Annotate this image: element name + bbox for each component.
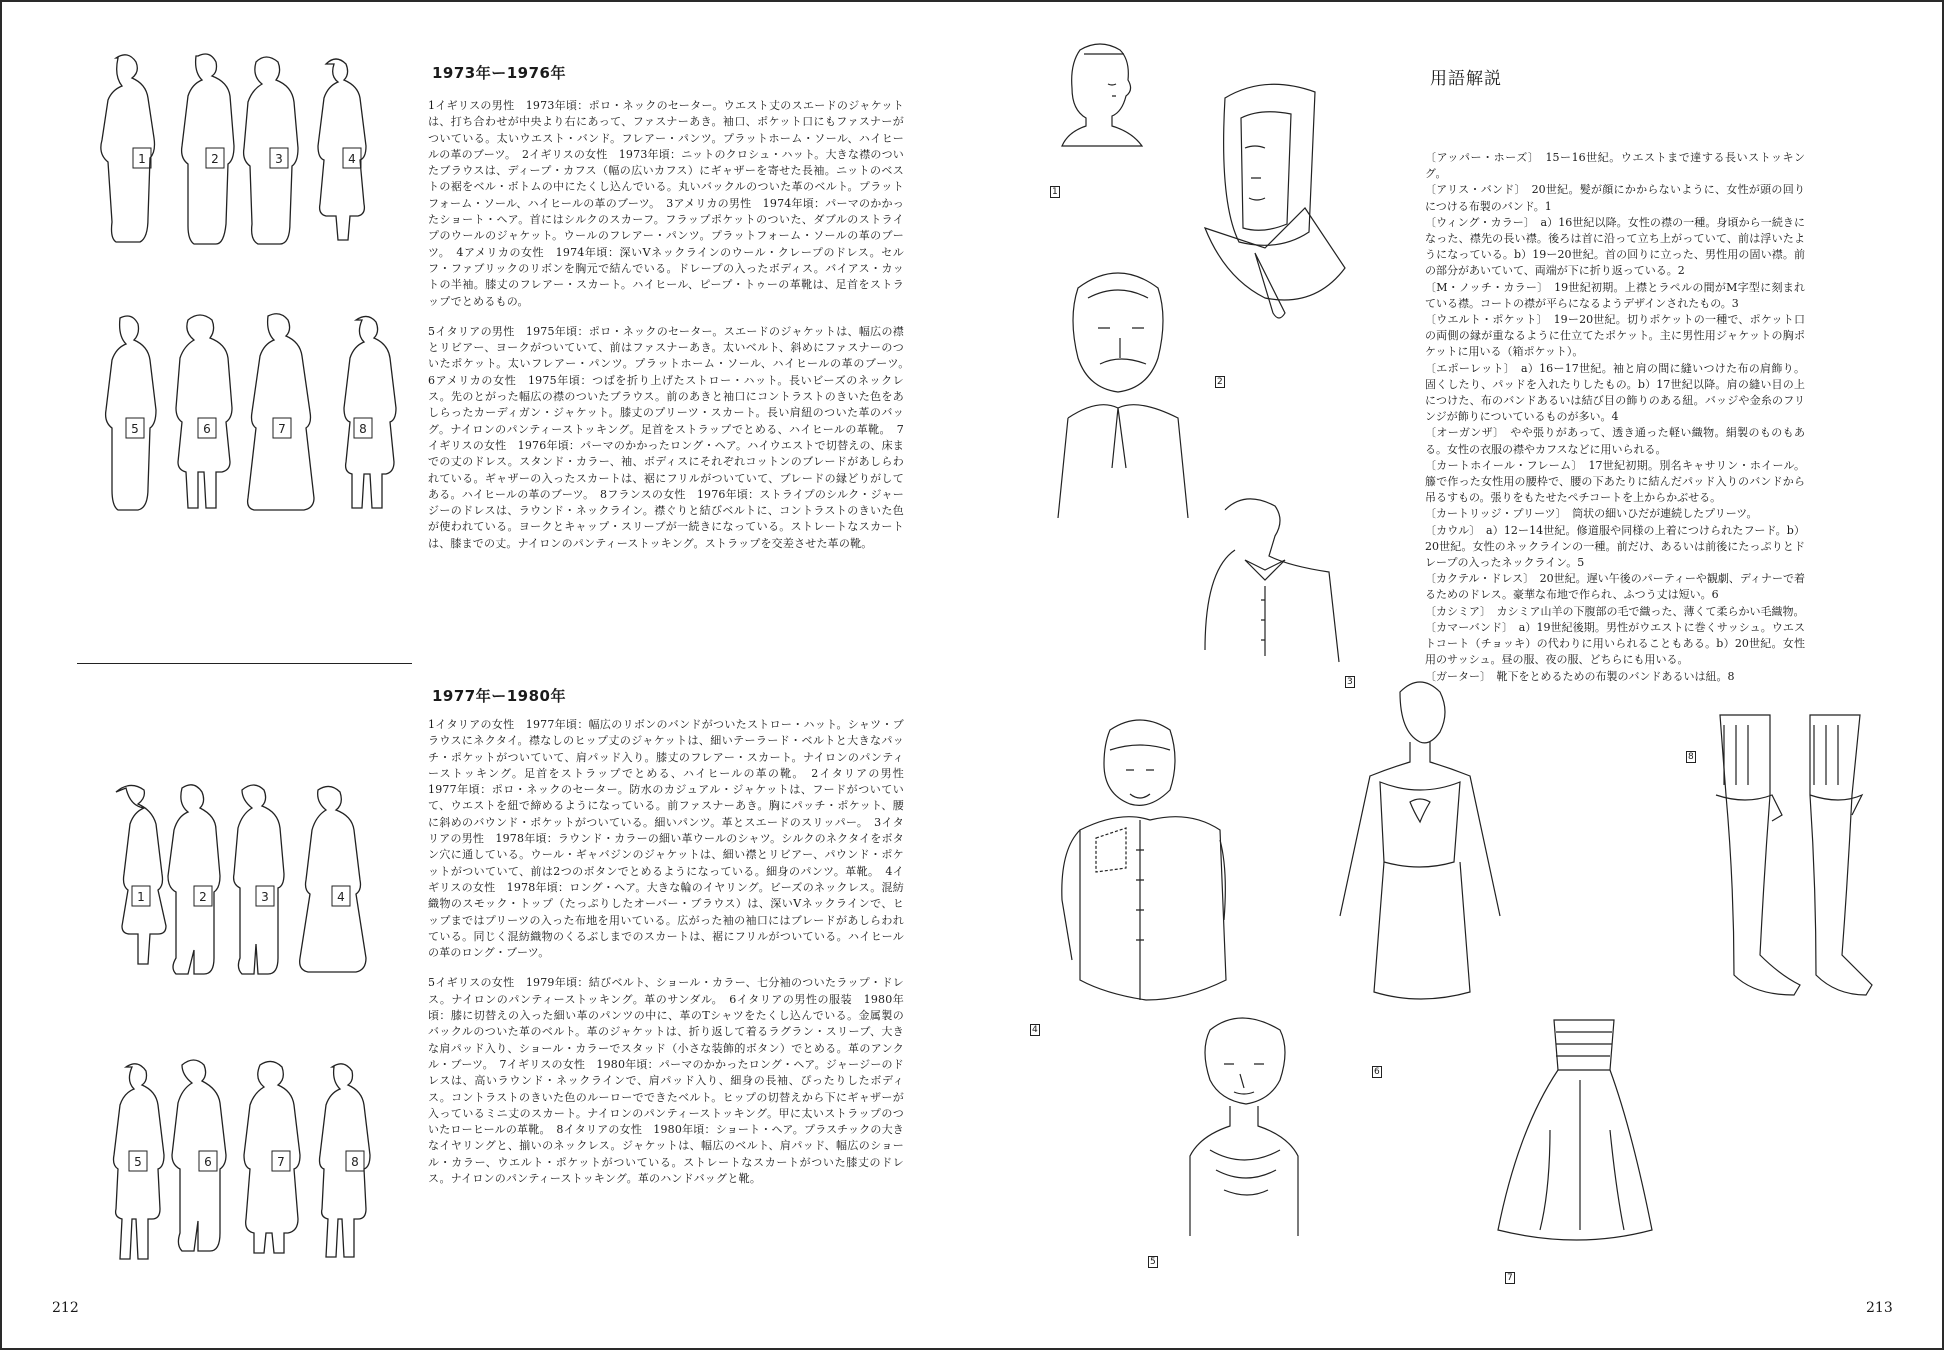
section-title-1973: 1973年ー1976年 xyxy=(432,64,566,82)
silhouette-number: 2 xyxy=(199,890,207,904)
silhouette-number: 4 xyxy=(348,152,356,166)
figure-label: 3 xyxy=(1347,677,1353,687)
figure-label: 1 xyxy=(1052,187,1058,197)
paragraph: 5イギリスの女性 1979年頃：結びベルト、ショール・カラー、七分袖のついたラップ・ドレス。ナイロンのパンティーストッキング。革のサンダル。 6イタリアの男性の服装 1980年頃：膝に切替えの入った細い革のパンツの中に、革のTシャツをたくし込んでいる。金属製のバックルのついた革のベルト。革のジャケットは、折り返して着るラグラン・スリーブ、大きな肩パッド入り、ショール・カラーでスタッド（小さな装飾的ボタン）でとめる。革のアンクル・ブーツ。 7イギリスの女性 1980年頃：パーマのかかったロング・ヘア。ジャージーのドレスは、高いラウンド・ネックラインで、肩パッド入り、細身の長袖、ぴったりしたボディス。コントラストのきいた色のルーローでできたベルト。ヒップの切替えから下にギャザーが入っているミニ丈のスカート。ナイロンのパンティーストッキング。甲に太いストラップのついたローヒールの革靴。 8イタリアの女性 1980年頃：ショート・ヘア。プラスチックの大きなイヤリングと、揃いのネックレス。ジャケットは、幅広のベルト、肩パッド、幅広のショール・カラー、ウエルト・ポケットがついている。ストレートなスカートがついた膝丈のドレス。ナイロンのパンティーストッキング。革のハンドバッグと靴。 xyxy=(428,976,904,1186)
sketch-alice-band xyxy=(1050,40,1160,160)
silhouette-number: 5 xyxy=(131,422,139,436)
silhouette-number: 6 xyxy=(203,422,211,436)
sketch-cowl xyxy=(1180,1010,1310,1240)
fashion-silhouettes-1977 xyxy=(96,780,416,990)
silhouette-row-4 xyxy=(96,1055,416,1270)
section-title-1977: 1977年ー1980年 xyxy=(432,687,566,705)
fashion-silhouettes-1973 xyxy=(88,48,388,248)
glossary-entry: 〔エポーレット〕 a）16ー17世紀。袖と肩の間に縫いつけた布の肩飾り。固くしたり、パッドを入れたりしたもの。b）17世紀以降。肩の縫い目の上につけた、布のバンドあるいは結び目の飾りのある紐。バッジや金糸のフリンジが飾りについているものが多い。4 xyxy=(1425,361,1805,424)
glossary-entry: 〔カウル〕 a）12ー14世紀。修道服や同様の上着につけられたフード。b）20世紀。女性のネックラインの一種。前だけ、あるいは前後にたっぷりとドレープの入ったネックライン。5 xyxy=(1425,523,1805,570)
sketch-m-notch-collar xyxy=(1048,258,1198,528)
page-number: 212 xyxy=(52,1300,79,1316)
silhouette-number: 5 xyxy=(134,1155,142,1169)
glossary-entry: 〔ウエルト・ポケット〕 19ー20世紀。切りポケットの一種で、ポケット口の両側の縁が重なるように仕立てたポケット。主に男性用ジャケットの胸ポケットに用いる（箱ポケット）。 xyxy=(1425,313,1805,359)
glossary-entry: 〔アッパー・ホーズ〕 15ー16世紀。ウエストまで達する長いストッキング。 xyxy=(1425,151,1805,181)
paragraph: 1イギリスの男性 1973年頃：ポロ・ネックのセーター。ウエスト丈のスエードのジャケットは、打ち合わせが中央より右にあって、ファスナーあき。袖口、ポケット口にもファスナーがついている。太いウエスト・バンド。フレアー・パンツ。プラットホーム・ソール、ハイヒールの革のブーツ。 2イギリスの女性 1973年頃：ニットのクロシュ・ハット。大きな襟のついたブラウスは、ディープ・カフス（幅の広いカフス）にギャザーを寄せた長袖。ニットのベストの裾をベル・ボトムの中にたくし込んでいる。丸いバックルのついた革のベルト。プラットフォーム・ソール、ハイヒールの革のブーツ。 3アメリカの男性 1974年頃：パーマのかかったショート・ヘア。首にはシルクのスカーフ。フラップポケットのついた、ダブルのストライプのウールのジャケット。ウールのフレアー・パンツ。プラットフォーム・ソールの革のブーツ。 4アメリカの女性 1974年頃：深いVネックラインのウール・クレープのドレス。セルフ・ファブリックのリボンを胸元で結んでいる。ドレープの入ったボディス。バイアス・カットの半袖。膝丈のフレアー・スカート。ハイヒール、ピープ・トゥーの革靴は、足首をストラップでとめるもの。 xyxy=(428,99,904,308)
glossary-entry: 〔アリス・バンド〕 20世紀。髪が顔にかからないように、女性が頭の回りにつける布製のバンド。1 xyxy=(1425,183,1805,213)
silhouette-number: 8 xyxy=(351,1155,359,1169)
sketch-cravat-back xyxy=(1195,490,1355,670)
glossary-entry: 〔カートリッジ・プリーツ〕 筒状の細いひだが連続したプリーツ。 xyxy=(1425,507,1758,521)
silhouette-row-1 xyxy=(88,48,388,248)
figure-label: 2 xyxy=(1217,377,1223,387)
figure-label: 5 xyxy=(1150,1257,1156,1267)
figure-label: 6 xyxy=(1374,1067,1380,1077)
fashion-silhouettes-1979 xyxy=(96,1055,416,1270)
paragraph: 1イタリアの女性 1977年頃：幅広のリボンのバンドがついたストロー・ハット。シャツ・ブラウスにネクタイ。襟なしのヒップ丈のジャケットは、細いテーラード・ベルトと大きなパッチ・ポケットがついていて、肩パッド入り。膝丈のフレアー・スカート。ナイロンのパンティーストッキング。足首をストラップでとめる、ハイヒールの革の靴。 2イタリアの男性 1977年頃：ポロ・ネックのセーター。防水のカジュアル・ジャケットは、フードがついていて、ウエストを紐で締めるようになっている。前ファスナーあき。胸にパッチ・ポケット、腰に斜めのバウンド・ポケットがついている。細いパンツ。革とスエードのスリッパー。 3イタリアの男性 1978年頃：ラウンド・カラーの細い革ウールのシャツ。シルクのネクタイをボタン穴に通している。ウール・ギャバジンのジャケットは、細い襟とリビアー、パウンド・ポケットがついていて、前は2つのボタンでとめるようになっている。細身のパンツ。革靴。 4イギリスの女性 1978年頃：ロング・ヘア。大きな輪のイヤリング。ビーズのネックレス。混紡織物のスモック・トップ（たっぷりしたオーバー・ブラウス）は、深いVネックラインで、ヒップまではプリーツの入った布地を用いている。広がった袖の袖口にはブレードがあしらわれている。同じく混紡織物のくるぶしまでのスカートは、裾にフリルがついている。ハイヒールの革のロング・ブーツ。 xyxy=(428,718,916,960)
sketch-garter xyxy=(1700,705,1880,1025)
glossary-entry: 〔カマーバンド〕 a）19世紀後期。男性がウエストに巻くサッシュ。ウエストコート（チョッキ）の代わりに用いられることもある。b）20世紀。女性用のサッシュ。昼の服、夜の服、どちらにも用いる。 xyxy=(1425,620,1805,667)
silhouette-row-2 xyxy=(88,310,408,520)
silhouette-number: 1 xyxy=(138,152,146,166)
paragraph: 5イタリアの男性 1975年頃：ポロ・ネックのセーター。スエードのジャケットは、幅広の襟とリビアー、ヨークがついていて、前はファスナーあき。太いベルト、斜めにファスナーのついたポケット。太いフレアー・パンツ。プラットホーム・ソール、ハイヒールの革のブーツ。 6アメリカの女性 1975年頃：つばを折り上げたストロー・ハット。長いビーズのネックレス。先のとがった幅広の襟のついたブラウス。前のあきと袖口にコントラストのきいた色をあしらったカーディガン・ジャケット。膝丈のプリーツ・スカート。長い肩紐のついた革のバッグ。ナイロンのパンティーストッキング。足首をストラップでとめる、ハイヒールの革靴。 7イギリスの女性 1976年頃：パーマのかかったロング・ヘア。ハイウエストで切替えの、床までの丈のドレス。スタンド・カラー、袖、ボディスにそれぞれコットンのブレードがあしらわれている。ギャザーの入ったスカートは、裾にフリルがついていて、ブレードの縁どりがしてある。ハイヒールの革のブーツ。 8フランスの女性 1976年頃：ストライプのシルク・ジャージーのドレスは、ラウンド・ネックライン。襟ぐりと結びベルトに、コントラストのきいた色が使われている。ヨークとキャップ・スリーブが一続きになっている。ストレートなスカートは、膝までの丈。ナイロンのパンティーストッキング。ストラップを交差させた革の靴。 xyxy=(428,324,916,550)
silhouette-number: 7 xyxy=(277,1155,285,1169)
sketch-wing-collar xyxy=(1185,78,1355,368)
glossary-entry: 〔M・ノッチ・カラー〕 19世紀初期。上襟とラペルの間がM字型に刻まれている襟。コートの襟が平らになるようデザインされたもの。3 xyxy=(1425,280,1805,310)
figure-label: 8 xyxy=(1688,752,1694,762)
sketch-epaulette xyxy=(1040,710,1230,1030)
glossary-entry: 〔ガーター〕 靴下をとめるための布製のバンドあるいは紐。8 xyxy=(1425,669,1735,683)
silhouette-number: 2 xyxy=(211,152,219,166)
silhouette-row-3 xyxy=(96,780,416,990)
silhouette-number: 3 xyxy=(275,152,283,166)
figure-label: 4 xyxy=(1032,1025,1038,1035)
fashion-silhouettes-1975 xyxy=(88,310,408,520)
silhouette-number: 1 xyxy=(137,890,145,904)
page-number: 213 xyxy=(1866,1300,1893,1316)
sketch-cocktail-dress xyxy=(1330,672,1505,1052)
glossary-title: 用語解説 xyxy=(1430,69,1502,89)
glossary-entry: 〔カシミア〕 カシミア山羊の下腹部の毛で織った、薄くて柔らかい毛織物。 xyxy=(1425,604,1805,618)
glossary-entry: 〔カクテル・ドレス〕 20世紀。遅い午後のパーティーや観劇、ディナーで着るためのドレス。豪華な布地で作られ、ふつう丈は短い。6 xyxy=(1425,572,1805,602)
silhouette-number: 7 xyxy=(278,422,286,436)
silhouette-number: 4 xyxy=(337,890,345,904)
glossary-list xyxy=(1425,150,1805,685)
silhouette-number: 6 xyxy=(204,1155,212,1169)
glossary-entry: 〔カートホイール・フレーム〕 17世紀初期。別名キャサリン・ホイール。籐で作った女性用の腰枠で、腰の下あたりに結んだパッド入りのバンドから吊るすもの。張りをもたせたペチコートを上からかぶせる。 xyxy=(1425,458,1805,505)
sketch-cummerbund-skirt xyxy=(1490,1010,1660,1250)
section-body-1977 xyxy=(428,717,916,1201)
section-divider xyxy=(77,663,412,664)
silhouette-number: 3 xyxy=(261,890,269,904)
section-body-1973 xyxy=(428,98,916,566)
figure-label: 7 xyxy=(1507,1273,1513,1283)
silhouette-number: 8 xyxy=(359,422,367,436)
glossary-entry: 〔オーガンザ〕 やや張りがあって、透き通った軽い織物。絹製のものもある。女性の衣服の襟やカフスなどに用いられる。 xyxy=(1425,426,1805,456)
glossary-entry: 〔ウィング・カラー〕 a）16世紀以降。女性の襟の一種。身頃から一続きになった、襟先の長い襟。後ろは首に沿って立ち上がっていて、前は浮いたようになっている。b）19ー20世紀。首の回りに立った、男性用の固い襟。前の部分があいていて、両端が下に折り返っている。2 xyxy=(1425,215,1805,278)
